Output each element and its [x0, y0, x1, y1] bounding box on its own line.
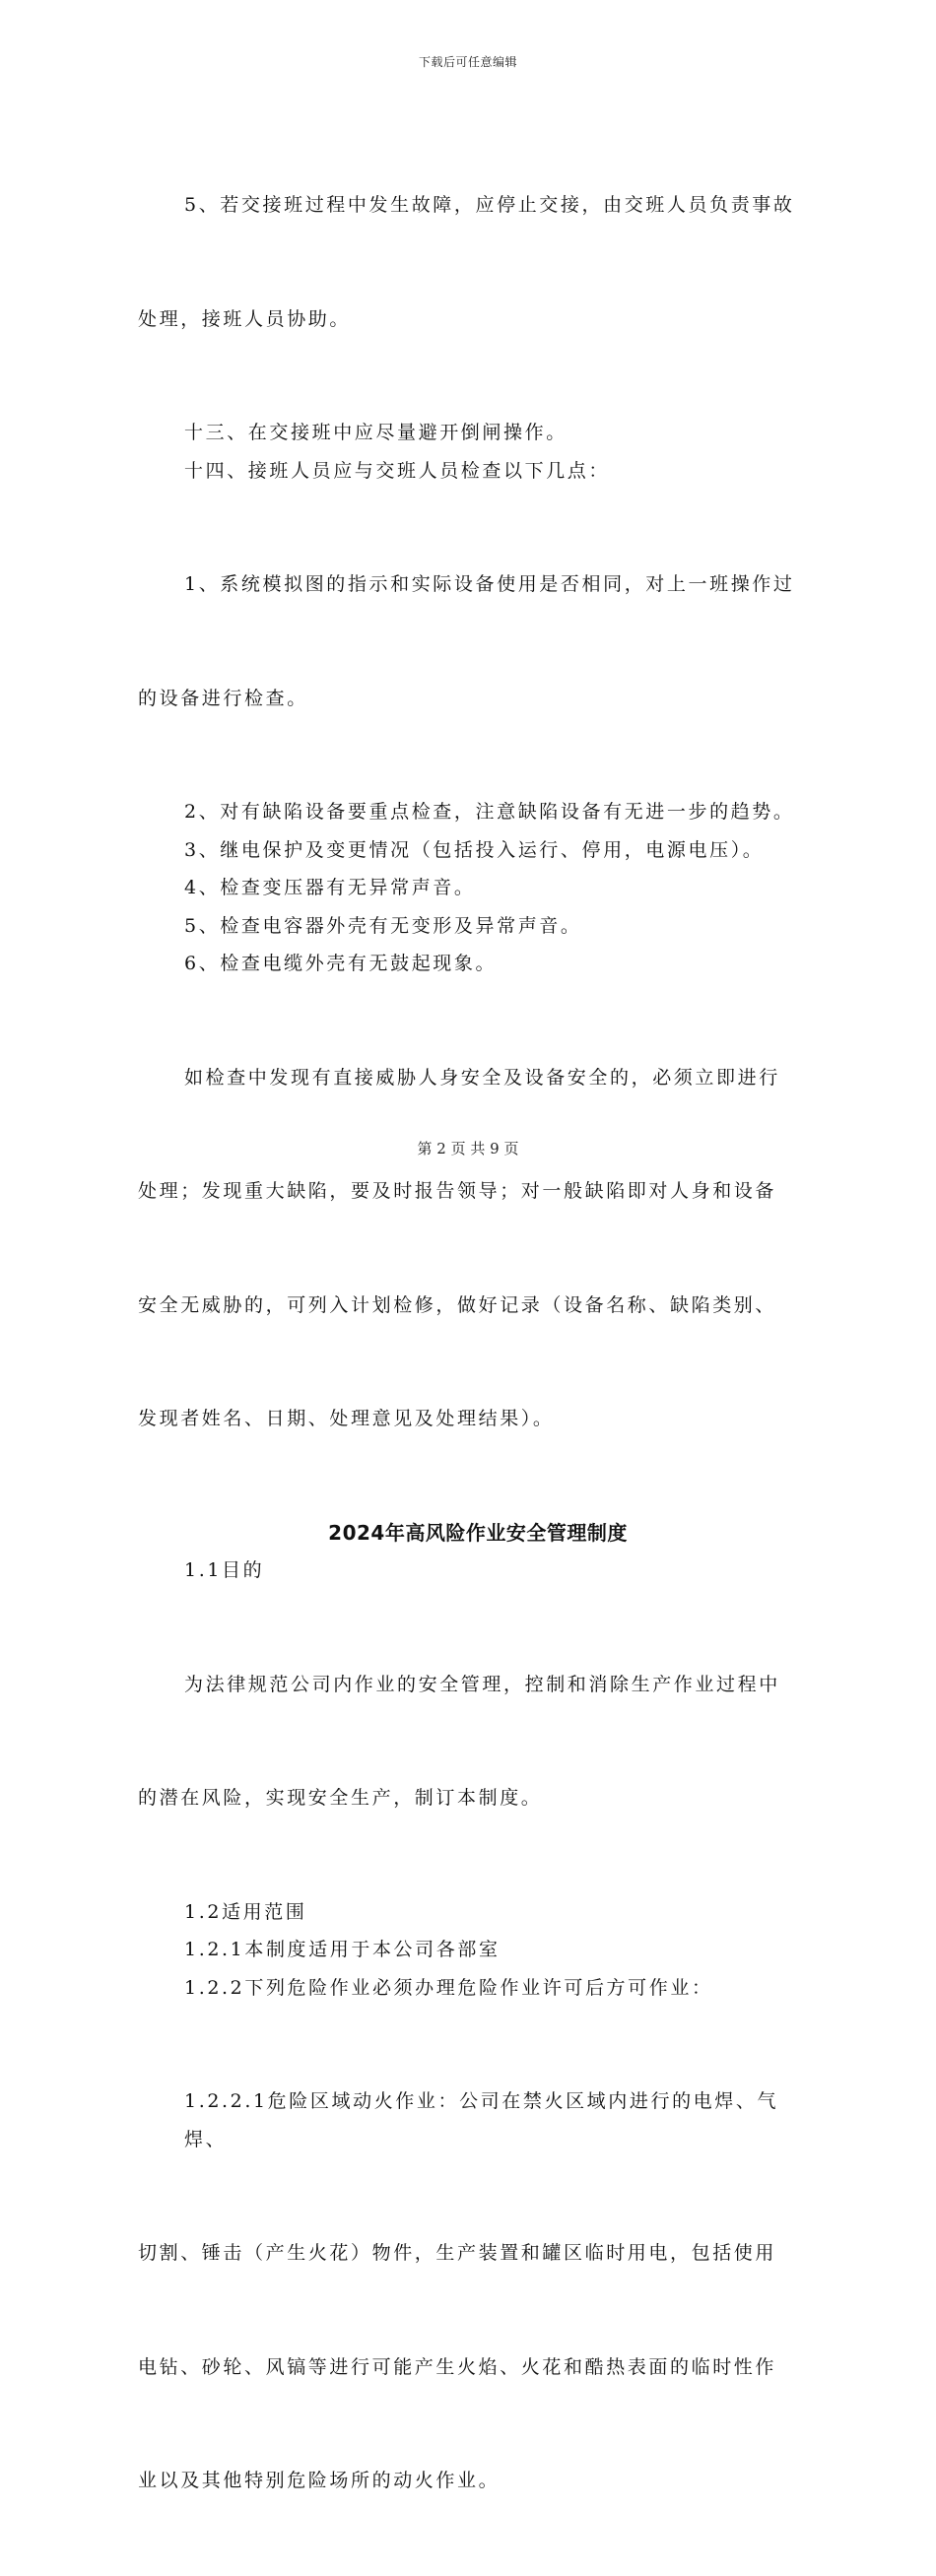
- paragraph-line: 的设备进行检查。: [138, 687, 308, 709]
- paragraph-line: 如检查中发现有直接威胁人身安全及设备安全的，必须立即进行: [184, 1066, 780, 1089]
- page-number: 第 2 页 共 9 页: [417, 1140, 519, 1157]
- paragraph-check-6: 6、检查电缆外壳有无鼓起现象。: [184, 953, 498, 974]
- paragraph-check-1: [138, 490, 818, 793]
- page-header: 下载后可任意编辑: [418, 55, 517, 69]
- paragraph-line: 安全无威胁的，可列入计划检修，做好记录（设备名称、缺陷类别、: [138, 1293, 777, 1316]
- paragraph-line: 处理，接班人员协助。: [138, 307, 352, 330]
- paragraph-item-13: 十三、在交接班中应尽量避开倒闸操作。: [184, 422, 568, 443]
- paragraph-scope-1: 1.2.1本制度适用于本公司各部室: [184, 1939, 501, 1960]
- paragraph-purpose: [138, 1590, 818, 1893]
- paragraph-check-4: 4、检查变压器有无异常声音。: [184, 877, 476, 898]
- paragraph-defect-handling: [138, 983, 818, 1514]
- document-body: [138, 110, 818, 2576]
- paragraph-line: 的潜在风险，实现安全生产，制订本制度。: [138, 1787, 543, 1809]
- paragraph-check-5: 5、检查电容器外壳有无变形及异常声音。: [184, 914, 582, 937]
- paragraph-line: 电钻、砂轮、风镐等进行可能产生火焰、火花和酷热表面的临时性作: [138, 2355, 777, 2378]
- paragraph-check-3: 3、继电保护及变更情况（包括投入运行、停用，电源电压）。: [184, 838, 765, 861]
- paragraph-line: 1.2.2.1危险区域动火作业：公司在禁火区域内进行的电焊、气焊、: [184, 2090, 779, 2150]
- paragraph-line: 1、系统模拟图的指示和实际设备使用是否相同，对上一班操作过: [184, 573, 795, 595]
- paragraph-scope-2: 1.2.2下列危险作业必须办理危险作业许可后方可作业：: [184, 1976, 713, 1999]
- paragraph-line: 切割、锤击（产生火花）物件，生产装置和罐区临时用电，包括使用: [138, 2242, 777, 2264]
- paragraph-item-14: 十四、接班人员应与交班人员检查以下几点：: [184, 459, 611, 482]
- paragraph-check-2: 2、对有缺陷设备要重点检查，注意缺陷设备有无进一步的趋势。: [184, 801, 795, 823]
- paragraph-line: 业以及其他特别危险场所的动火作业。: [138, 2470, 501, 2491]
- paragraph-fault-handover: [138, 110, 818, 414]
- section-heading-scope: 1.2适用范围: [184, 1900, 307, 1923]
- paragraph-hot-work: [138, 2007, 818, 2576]
- document-title: 2024年高风险作业安全管理制度: [328, 1520, 628, 1545]
- paragraph-line: 为法律规范公司内作业的安全管理，控制和消除生产作业过程中: [184, 1673, 780, 1695]
- paragraph-line: 发现者姓名、日期、处理意见及处理结果）。: [138, 1408, 555, 1429]
- paragraph-line: 5、若交接班过程中发生故障，应停止交接，由交班人员负责事故: [184, 194, 795, 216]
- paragraph-line: 处理；发现重大缺陷，要及时报告领导；对一般缺陷即对人身和设备: [138, 1180, 777, 1202]
- section-heading-purpose: 1.1目的: [184, 1559, 265, 1581]
